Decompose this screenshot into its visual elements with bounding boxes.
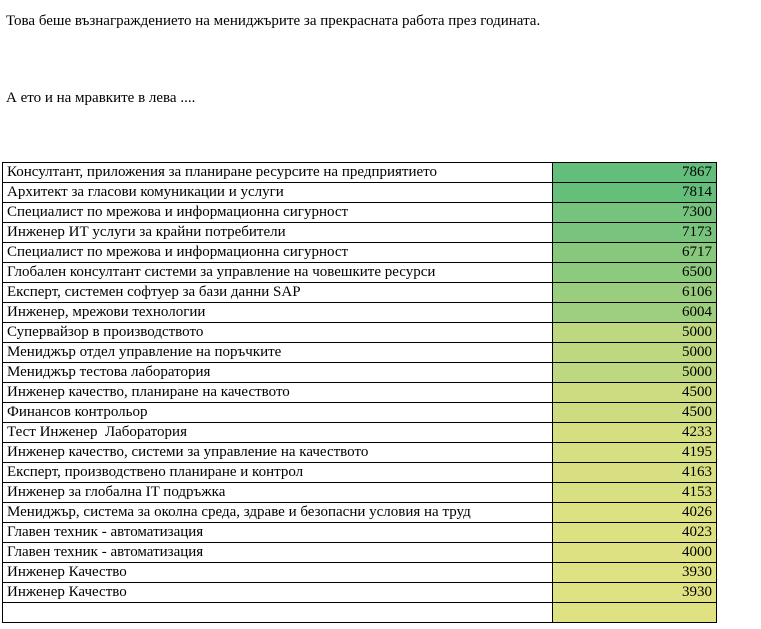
table-row [3,223,717,243]
salary-value-text: 3930 [682,584,712,600]
table-row [3,303,717,323]
salary-value-cell[interactable] [553,383,717,403]
job-title-cell[interactable] [3,343,553,363]
salary-value-cell[interactable] [553,263,717,283]
table-row [3,463,717,483]
salary-value-text: 4500 [682,384,712,400]
salary-value-text: 4163 [682,464,712,480]
salary-value-text: 6106 [682,284,712,300]
table-row [3,263,717,283]
salary-table [2,162,717,623]
salary-value-cell[interactable] [553,483,717,503]
salary-value-text: 7867 [682,164,712,180]
salary-value-text: 5000 [682,344,712,360]
job-title-text: Специалист по мрежова и информационна сигурност [7,204,349,220]
salary-value-cell[interactable] [553,503,717,523]
job-title-cell[interactable] [3,263,553,283]
job-title-cell[interactable] [3,423,553,443]
job-title-cell[interactable] [3,403,553,423]
job-title-cell[interactable] [3,243,553,263]
salary-value-cell[interactable] [553,343,717,363]
salary-value-cell[interactable] [553,523,717,543]
salary-value-cell[interactable] [553,363,717,383]
table-row-partial [3,603,717,623]
job-title-text: Супервайзор в производството [7,324,204,340]
salary-value-cell[interactable] [553,323,717,343]
job-title-text: Инженер за глобална IT подръжка [7,484,226,500]
job-title-cell[interactable] [3,283,553,303]
salary-value-cell[interactable] [553,183,717,203]
job-title-text: Мениджър отдел управление на поръчките [7,344,282,360]
salary-value-text: 4195 [682,444,712,460]
job-title-cell[interactable] [3,323,553,343]
job-title-cell[interactable] [3,223,553,243]
salary-value-cell[interactable] [553,423,717,443]
job-title-cell[interactable] [3,443,553,463]
table-row [3,403,717,423]
table-row [3,243,717,263]
job-title-text: Инженер Качество [7,564,127,580]
job-title-text: Инженер качество, системи за управление на качеството [7,444,369,460]
salary-value-text: 4500 [682,404,712,420]
salary-value-text: 6004 [682,304,712,320]
salary-value-cell[interactable] [553,283,717,303]
job-title-cell[interactable] [3,463,553,483]
salary-value-cell[interactable] [553,203,717,223]
job-title-cell[interactable] [3,543,553,563]
job-title-cell[interactable] [3,603,553,623]
job-title-cell[interactable] [3,183,553,203]
salary-value-text: 3930 [682,564,712,580]
job-title-cell[interactable] [3,383,553,403]
job-title-cell[interactable] [3,203,553,223]
table-row [3,483,717,503]
table-row [3,523,717,543]
table-row [3,563,717,583]
salary-value-text: 4026 [682,504,712,520]
salary-value-text: 6717 [682,244,712,260]
job-title-text: Мениджър тестова лаборатория [7,364,211,380]
job-title-text: Инженер Качество [7,584,127,600]
salary-value-cell[interactable] [553,463,717,483]
job-title-cell[interactable] [3,483,553,503]
job-title-text: Консултант, приложения за планиране ресурсите на предприятието [7,164,438,180]
salary-value-text: 4023 [682,524,712,540]
salary-value-cell[interactable] [553,243,717,263]
table-row [3,383,717,403]
job-title-text: Експерт, системен софтуер за бази данни SAP [7,284,301,300]
job-title-text: Тест Инженер Лаборатория [7,424,187,440]
job-title-cell[interactable] [3,563,553,583]
job-title-cell[interactable] [3,363,553,383]
table-row [3,363,717,383]
job-title-cell[interactable] [3,583,553,603]
salary-value-cell[interactable] [553,543,717,563]
salary-value-text: 6500 [682,264,712,280]
salary-value-text: 7173 [682,224,712,240]
job-title-text: Инженер ИТ услуги за крайни потребители [7,224,286,240]
job-title-text: Архитект за гласови комуникации и услуги [7,184,284,200]
salary-table-body [3,163,717,623]
table-row [3,203,717,223]
job-title-text: Специалист по мрежова и информационна сигурност [7,244,349,260]
salary-value-text: 4153 [682,484,712,500]
job-title-text: Глобален консултант системи за управление на човешките ресурси [7,264,436,280]
salary-value-cell[interactable] [553,163,717,183]
job-title-cell[interactable] [3,163,553,183]
job-title-text: Главен техник - автоматизация [7,524,204,540]
salary-value-cell[interactable] [553,563,717,583]
table-row [3,183,717,203]
table-row [3,423,717,443]
intro-line-1: Това беше възнаграждението на мениджърите за прекрасната работа през годината. [6,13,541,29]
table-row [3,443,717,463]
job-title-cell[interactable] [3,503,553,523]
job-title-text: Инженер качество, планиране на качеството [7,384,290,400]
table-row [3,163,717,183]
salary-value-cell[interactable] [553,223,717,243]
job-title-text: Експерт, производствено планиране и контрол [7,464,304,480]
table-row [3,583,717,603]
table-row [3,503,717,523]
salary-value-text: 5000 [682,364,712,380]
job-title-text: Финансов контрольор [7,404,148,420]
salary-value-text: 7814 [682,184,712,200]
job-title-text: Инженер, мрежови технологии [7,304,206,320]
job-title-text: Мениджър, система за околна среда, здраве и безопасни условия на труд [7,504,471,520]
salary-value-text: 5000 [682,324,712,340]
intro-line-2: А ето и на мравките в лева .... [6,90,196,106]
salary-value-cell[interactable] [553,443,717,463]
job-title-cell[interactable] [3,523,553,543]
salary-value-cell[interactable] [553,583,717,603]
salary-value-cell[interactable] [553,303,717,323]
job-title-text: Главен техник - автоматизация [7,544,204,560]
job-title-cell[interactable] [3,303,553,323]
salary-value-text: 4000 [682,544,712,560]
table-row [3,323,717,343]
salary-value-cell[interactable] [553,603,717,623]
table-row [3,543,717,563]
table-row [3,283,717,303]
salary-value-text: 7300 [682,204,712,220]
salary-value-cell[interactable] [553,403,717,423]
salary-value-text: 4233 [682,424,712,440]
table-row [3,343,717,363]
